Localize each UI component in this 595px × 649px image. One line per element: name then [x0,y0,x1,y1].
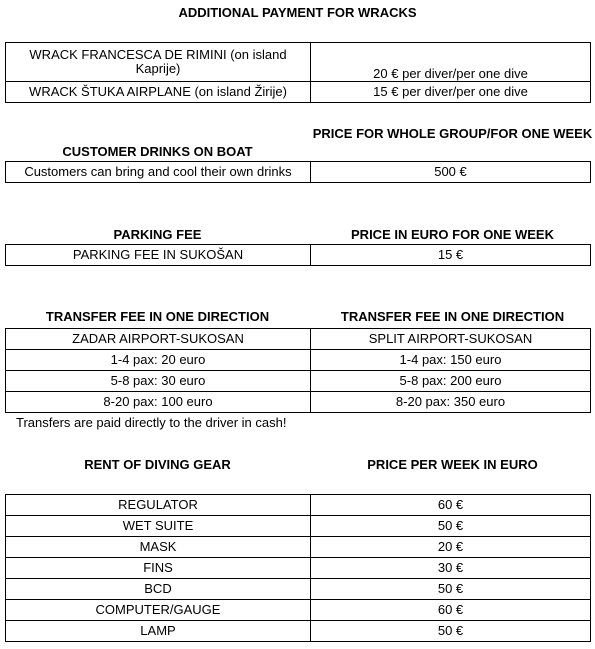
table-row [6,621,591,642]
transfer-split-price: 1-4 pax: 150 euro [311,350,591,371]
transfer-split-header: TRANSFER FEE IN ONE DIRECTION [340,309,565,324]
table-row [6,495,591,516]
drinks-price-cell: 500 € [311,162,591,183]
transfer-split-price: 8-20 pax: 350 euro [311,392,591,413]
table-row [6,371,591,392]
drinks-description-cell: Customers can bring and cool their own drinks [6,162,311,183]
gear-price-cell: 20 € [311,537,591,558]
table-row [6,82,591,103]
gear-item-cell: BCD [6,579,311,600]
wracks-table [5,42,591,103]
table-row [6,329,591,350]
table-row [6,537,591,558]
gear-item-cell: WET SUITE [6,516,311,537]
gear-item-cell: FINS [6,558,311,579]
wrack-price-cell: 15 € per diver/per one dive [311,82,591,103]
gear-price-cell: 50 € [311,516,591,537]
transfer-zadar-price: 8-20 pax: 100 euro [6,392,311,413]
gear-table [5,494,591,642]
table-row [6,392,591,413]
gear-price-header: PRICE PER WEEK IN EURO [367,457,538,472]
drinks-price-header: PRICE FOR WHOLE GROUP/FOR ONE WEEK [312,126,593,141]
gear-item-cell: REGULATOR [6,495,311,516]
table-row [6,558,591,579]
table-row [6,43,591,82]
table-row [6,516,591,537]
parking-price-header: PRICE IN EURO FOR ONE WEEK [351,227,554,242]
gear-item-cell: LAMP [6,621,311,642]
table-row [6,579,591,600]
gear-price-cell: 60 € [311,495,591,516]
gear-price-cell: 50 € [311,579,591,600]
page-title: ADDITIONAL PAYMENT FOR WRACKS [178,5,417,20]
table-row [6,350,591,371]
parking-price-cell: 15 € [311,245,591,266]
transfer-note: Transfers are paid directly to the driver in cash! [16,415,287,430]
gear-price-cell: 60 € [311,600,591,621]
drinks-table [5,161,591,183]
transfer-split-price: 5-8 pax: 200 euro [311,371,591,392]
table-row [6,600,591,621]
transfer-zadar-price: 5-8 pax: 30 euro [6,371,311,392]
transfer-zadar-header: TRANSFER FEE IN ONE DIRECTION [45,309,270,324]
gear-item-cell: COMPUTER/GAUGE [6,600,311,621]
parking-header: PARKING FEE [113,227,202,242]
transfer-route-zadar: ZADAR AIRPORT-SUKOSAN [6,329,311,350]
transfer-table [5,328,591,413]
parking-table [5,244,591,266]
gear-header: RENT OF DIVING GEAR [84,457,231,472]
wrack-name-cell: WRACK ŠTUKA AIRPLANE (on island Žirije) [6,82,311,103]
wrack-name-cell: WRACK FRANCESCA DE RIMINI (on island Kaprije) [6,43,311,82]
parking-description-cell: PARKING FEE IN SUKOŠAN [6,245,311,266]
transfer-route-split: SPLIT AIRPORT-SUKOSAN [311,329,591,350]
table-row [6,162,591,183]
wrack-price-cell: 20 € per diver/per one dive [311,43,591,82]
drinks-header: CUSTOMER DRINKS ON BOAT [62,144,253,159]
gear-price-cell: 30 € [311,558,591,579]
transfer-zadar-price: 1-4 pax: 20 euro [6,350,311,371]
gear-price-cell: 50 € [311,621,591,642]
table-row [6,245,591,266]
gear-item-cell: MASK [6,537,311,558]
